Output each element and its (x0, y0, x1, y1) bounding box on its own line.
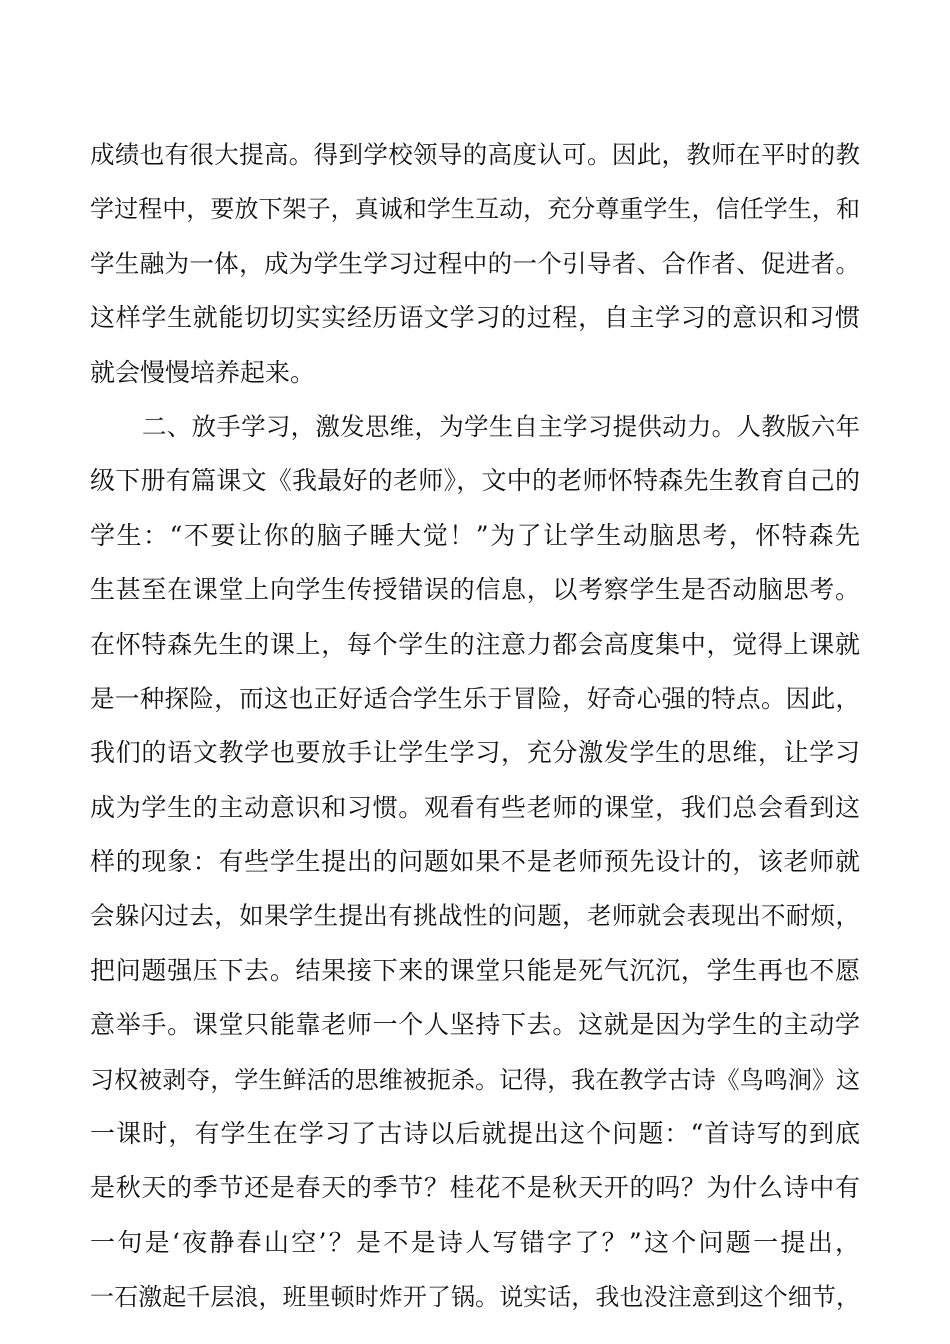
text-line: 一句是‘夜静春山空’？是不是诗人写错字了？”这个问题一提出， (90, 1227, 860, 1257)
text-line: 就会慢慢培养起来。 (90, 357, 316, 387)
text-line: 我们的语文教学也要放手让学生学习，充分激发学生的思维，让学习 (90, 738, 860, 768)
text-line: 学过程中，要放下架子，真诚和学生互动，充分尊重学生，信任学生，和 (90, 195, 860, 224)
text-line: 把问题强压下去。结果接下来的课堂只能是死气沉沉，学生再也不愿 (90, 955, 860, 985)
text-line: 生甚至在课堂上向学生传授错误的信息，以考察学生是否动脑思考。 (90, 575, 860, 605)
text-line: 一石激起千层浪，班里顿时炸开了锅。说实话，我也没注意到这个细节， (90, 1283, 860, 1312)
text-line: 一课时，有学生在学习了古诗以后就提出这个问题：“首诗写的到底 (90, 1119, 860, 1149)
text-line: 学生融为一体，成为学生学习过程中的一个引导者、合作者、促进者。 (90, 248, 860, 278)
text-line: 是秋天的季节还是春天的季节？桂花不是秋天开的吗？为什么诗中有 (90, 1173, 860, 1203)
text-line: 习权被剥夺，学生鲜活的思维被扼杀。记得，我在教学古诗《鸟鸣涧》这 (90, 1065, 860, 1094)
text-line: 在怀特森先生的课上，每个学生的注意力都会高度集中，觉得上课就 (90, 629, 860, 659)
paragraph-start-line: 二、放手学习，激发思维，为学生自主学习提供动力。人教版六年 (142, 411, 860, 441)
text-line: 意举手。课堂只能靠老师一个人坚持下去。这就是因为学生的主动学 (90, 1010, 860, 1040)
text-line: 级下册有篇课文《我最好的老师》，文中的老师怀特森先生教育自己的 (90, 466, 860, 496)
text-line: 样的现象：有些学生提出的问题如果不是老师预先设计的，该老师就 (90, 847, 860, 877)
body-text (90, 128, 860, 1325)
text-line: 这样学生就能切切实实经历语文学习的过程，自主学习的意识和习惯 (90, 303, 860, 333)
text-line: 成为学生的主动意识和习惯。观看有些老师的课堂，我们总会看到这 (90, 792, 860, 822)
text-line: 成绩也有很大提高。得到学校领导的高度认可。因此，教师在平时的教 (90, 140, 860, 169)
text-line: 学生：“不要让你的脑子睡大觉！”为了让学生动脑思考，怀特森先 (90, 520, 860, 550)
text-line: 会躲闪过去，如果学生提出有挑战性的问题，老师就会表现出不耐烦， (90, 901, 860, 931)
text-line: 是一种探险，而这也正好适合学生乐于冒险，好奇心强的特点。因此， (90, 683, 860, 713)
